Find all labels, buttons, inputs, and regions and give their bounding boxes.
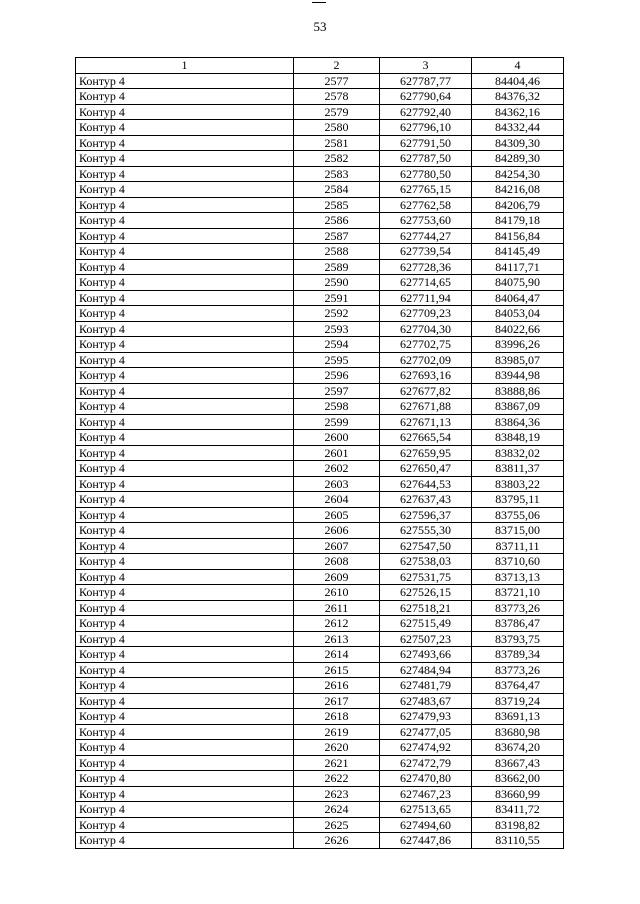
- point-number-cell: 2618: [294, 709, 380, 725]
- point-number-cell: 2604: [294, 492, 380, 508]
- point-number-cell: 2589: [294, 259, 380, 275]
- y-coordinate-cell: 83848,19: [472, 430, 564, 446]
- table-row: [76, 817, 564, 833]
- point-number-cell: 2612: [294, 616, 380, 632]
- point-number-cell: 2622: [294, 771, 380, 787]
- y-coordinate-cell: 84404,46: [472, 73, 564, 89]
- table-row: [76, 414, 564, 430]
- point-number-cell: 2609: [294, 569, 380, 585]
- x-coordinate-cell: 627765,15: [380, 182, 472, 198]
- contour-name-cell: Контур 4: [76, 352, 294, 368]
- x-coordinate-cell: 627447,86: [380, 833, 472, 849]
- y-coordinate-cell: 83198,82: [472, 817, 564, 833]
- point-number-cell: 2608: [294, 554, 380, 570]
- table-body: [76, 73, 564, 848]
- point-number-cell: 2601: [294, 445, 380, 461]
- table-row: [76, 89, 564, 105]
- contour-name-cell: Контур 4: [76, 120, 294, 136]
- x-coordinate-cell: 627494,60: [380, 817, 472, 833]
- table-row: [76, 523, 564, 539]
- x-coordinate-cell: 627739,54: [380, 244, 472, 260]
- x-coordinate-cell: 627472,79: [380, 755, 472, 771]
- x-coordinate-cell: 627787,50: [380, 151, 472, 167]
- contour-name-cell: Контур 4: [76, 740, 294, 756]
- y-coordinate-cell: 83803,22: [472, 476, 564, 492]
- table-row: [76, 724, 564, 740]
- contour-name-cell: Контур 4: [76, 213, 294, 229]
- point-number-cell: 2602: [294, 461, 380, 477]
- contour-name-cell: Контур 4: [76, 368, 294, 384]
- column-header-3: 3: [380, 58, 472, 74]
- y-coordinate-cell: 83755,06: [472, 507, 564, 523]
- point-number-cell: 2619: [294, 724, 380, 740]
- x-coordinate-cell: 627518,21: [380, 600, 472, 616]
- y-coordinate-cell: 84289,30: [472, 151, 564, 167]
- point-number-cell: 2600: [294, 430, 380, 446]
- y-coordinate-cell: 83713,13: [472, 569, 564, 585]
- point-number-cell: 2624: [294, 802, 380, 818]
- y-coordinate-cell: 83667,43: [472, 755, 564, 771]
- contour-name-cell: Контур 4: [76, 817, 294, 833]
- contour-name-cell: Контур 4: [76, 554, 294, 570]
- contour-name-cell: Контур 4: [76, 244, 294, 260]
- table-row: [76, 399, 564, 415]
- contour-name-cell: Контур 4: [76, 383, 294, 399]
- table-row: [76, 120, 564, 136]
- contour-name-cell: Контур 4: [76, 275, 294, 291]
- y-coordinate-cell: 84117,71: [472, 259, 564, 275]
- y-coordinate-cell: 84145,49: [472, 244, 564, 260]
- table-header-row: [76, 58, 564, 74]
- contour-name-cell: Контур 4: [76, 104, 294, 120]
- x-coordinate-cell: 627714,65: [380, 275, 472, 291]
- y-coordinate-cell: 84309,30: [472, 135, 564, 151]
- contour-name-cell: Контур 4: [76, 678, 294, 694]
- x-coordinate-cell: 627787,77: [380, 73, 472, 89]
- x-coordinate-cell: 627744,27: [380, 228, 472, 244]
- contour-name-cell: Контур 4: [76, 399, 294, 415]
- table-row: [76, 290, 564, 306]
- x-coordinate-cell: 627644,53: [380, 476, 472, 492]
- x-coordinate-cell: 627702,09: [380, 352, 472, 368]
- y-coordinate-cell: 83996,26: [472, 337, 564, 353]
- y-coordinate-cell: 83662,00: [472, 771, 564, 787]
- table-row: [76, 678, 564, 694]
- table-row: [76, 182, 564, 198]
- table-row: [76, 197, 564, 213]
- point-number-cell: 2607: [294, 538, 380, 554]
- contour-name-cell: Контур 4: [76, 228, 294, 244]
- table-row: [76, 693, 564, 709]
- x-coordinate-cell: 627671,88: [380, 399, 472, 415]
- y-coordinate-cell: 84053,04: [472, 306, 564, 322]
- point-number-cell: 2579: [294, 104, 380, 120]
- contour-name-cell: Контур 4: [76, 337, 294, 353]
- point-number-cell: 2578: [294, 89, 380, 105]
- page-top-mark: [312, 2, 326, 3]
- x-coordinate-cell: 627547,50: [380, 538, 472, 554]
- contour-name-cell: Контур 4: [76, 647, 294, 663]
- x-coordinate-cell: 627709,23: [380, 306, 472, 322]
- x-coordinate-cell: 627677,82: [380, 383, 472, 399]
- point-number-cell: 2610: [294, 585, 380, 601]
- x-coordinate-cell: 627479,93: [380, 709, 472, 725]
- x-coordinate-cell: 627477,05: [380, 724, 472, 740]
- point-number-cell: 2586: [294, 213, 380, 229]
- x-coordinate-cell: 627711,94: [380, 290, 472, 306]
- y-coordinate-cell: 83864,36: [472, 414, 564, 430]
- contour-name-cell: Контур 4: [76, 73, 294, 89]
- table-row: [76, 554, 564, 570]
- table-row: [76, 616, 564, 632]
- y-coordinate-cell: 83719,24: [472, 693, 564, 709]
- table-row: [76, 507, 564, 523]
- x-coordinate-cell: 627792,40: [380, 104, 472, 120]
- table-row: [76, 631, 564, 647]
- contour-name-cell: Контур 4: [76, 445, 294, 461]
- y-coordinate-cell: 84156,84: [472, 228, 564, 244]
- table-row: [76, 383, 564, 399]
- y-coordinate-cell: 84362,16: [472, 104, 564, 120]
- contour-name-cell: Контур 4: [76, 616, 294, 632]
- table-row: [76, 213, 564, 229]
- y-coordinate-cell: 83674,20: [472, 740, 564, 756]
- contour-name-cell: Контур 4: [76, 414, 294, 430]
- contour-name-cell: Контур 4: [76, 523, 294, 539]
- x-coordinate-cell: 627702,75: [380, 337, 472, 353]
- contour-name-cell: Контур 4: [76, 182, 294, 198]
- point-number-cell: 2615: [294, 662, 380, 678]
- contour-name-cell: Контур 4: [76, 786, 294, 802]
- point-number-cell: 2614: [294, 647, 380, 663]
- contour-name-cell: Контур 4: [76, 507, 294, 523]
- table-row: [76, 259, 564, 275]
- point-number-cell: 2616: [294, 678, 380, 694]
- x-coordinate-cell: 627596,37: [380, 507, 472, 523]
- table-row: [76, 755, 564, 771]
- y-coordinate-cell: 83888,86: [472, 383, 564, 399]
- column-header-4: 4: [472, 58, 564, 74]
- contour-name-cell: Контур 4: [76, 461, 294, 477]
- table-row: [76, 802, 564, 818]
- table-row: [76, 368, 564, 384]
- table-row: [76, 430, 564, 446]
- point-number-cell: 2594: [294, 337, 380, 353]
- y-coordinate-cell: 84022,66: [472, 321, 564, 337]
- point-number-cell: 2587: [294, 228, 380, 244]
- x-coordinate-cell: 627513,65: [380, 802, 472, 818]
- contour-name-cell: Контур 4: [76, 259, 294, 275]
- contour-name-cell: Контур 4: [76, 135, 294, 151]
- contour-name-cell: Контур 4: [76, 306, 294, 322]
- contour-name-cell: Контур 4: [76, 321, 294, 337]
- table-row: [76, 833, 564, 849]
- contour-name-cell: Контур 4: [76, 755, 294, 771]
- table-row: [76, 244, 564, 260]
- table-row: [76, 352, 564, 368]
- table-row: [76, 166, 564, 182]
- contour-name-cell: Контур 4: [76, 693, 294, 709]
- x-coordinate-cell: 627467,23: [380, 786, 472, 802]
- table-row: [76, 306, 564, 322]
- contour-name-cell: Контур 4: [76, 662, 294, 678]
- y-coordinate-cell: 83773,26: [472, 662, 564, 678]
- x-coordinate-cell: 627728,36: [380, 259, 472, 275]
- point-number-cell: 2596: [294, 368, 380, 384]
- point-number-cell: 2605: [294, 507, 380, 523]
- y-coordinate-cell: 84206,79: [472, 197, 564, 213]
- y-coordinate-cell: 83811,37: [472, 461, 564, 477]
- x-coordinate-cell: 627470,80: [380, 771, 472, 787]
- table-row: [76, 600, 564, 616]
- y-coordinate-cell: 83764,47: [472, 678, 564, 694]
- x-coordinate-cell: 627665,54: [380, 430, 472, 446]
- point-number-cell: 2623: [294, 786, 380, 802]
- table-row: [76, 492, 564, 508]
- point-number-cell: 2626: [294, 833, 380, 849]
- y-coordinate-cell: 84376,32: [472, 89, 564, 105]
- y-coordinate-cell: 83660,99: [472, 786, 564, 802]
- x-coordinate-cell: 627484,94: [380, 662, 472, 678]
- point-number-cell: 2621: [294, 755, 380, 771]
- point-number-cell: 2611: [294, 600, 380, 616]
- coordinates-table: [75, 57, 564, 849]
- table-row: [76, 740, 564, 756]
- contour-name-cell: Контур 4: [76, 585, 294, 601]
- table-row: [76, 73, 564, 89]
- y-coordinate-cell: 83710,60: [472, 554, 564, 570]
- y-coordinate-cell: 83786,47: [472, 616, 564, 632]
- table-row: [76, 337, 564, 353]
- table-row: [76, 104, 564, 120]
- column-header-1: 1: [76, 58, 294, 74]
- point-number-cell: 2591: [294, 290, 380, 306]
- x-coordinate-cell: 627526,15: [380, 585, 472, 601]
- point-number-cell: 2588: [294, 244, 380, 260]
- point-number-cell: 2585: [294, 197, 380, 213]
- y-coordinate-cell: 83832,02: [472, 445, 564, 461]
- table-row: [76, 771, 564, 787]
- x-coordinate-cell: 627481,79: [380, 678, 472, 694]
- contour-name-cell: Контур 4: [76, 476, 294, 492]
- y-coordinate-cell: 83867,09: [472, 399, 564, 415]
- x-coordinate-cell: 627538,03: [380, 554, 472, 570]
- point-number-cell: 2603: [294, 476, 380, 492]
- contour-name-cell: Контур 4: [76, 771, 294, 787]
- y-coordinate-cell: 84332,44: [472, 120, 564, 136]
- y-coordinate-cell: 83711,11: [472, 538, 564, 554]
- x-coordinate-cell: 627791,50: [380, 135, 472, 151]
- table-row: [76, 151, 564, 167]
- y-coordinate-cell: 83721,10: [472, 585, 564, 601]
- x-coordinate-cell: 627780,50: [380, 166, 472, 182]
- table-row: [76, 662, 564, 678]
- point-number-cell: 2590: [294, 275, 380, 291]
- contour-name-cell: Контур 4: [76, 492, 294, 508]
- contour-name-cell: Контур 4: [76, 89, 294, 105]
- point-number-cell: 2598: [294, 399, 380, 415]
- y-coordinate-cell: 84064,47: [472, 290, 564, 306]
- table-row: [76, 461, 564, 477]
- point-number-cell: 2580: [294, 120, 380, 136]
- contour-name-cell: Контур 4: [76, 802, 294, 818]
- contour-name-cell: Контур 4: [76, 538, 294, 554]
- x-coordinate-cell: 627515,49: [380, 616, 472, 632]
- x-coordinate-cell: 627693,16: [380, 368, 472, 384]
- contour-name-cell: Контур 4: [76, 600, 294, 616]
- table-row: [76, 538, 564, 554]
- y-coordinate-cell: 84216,08: [472, 182, 564, 198]
- y-coordinate-cell: 83691,13: [472, 709, 564, 725]
- x-coordinate-cell: 627507,23: [380, 631, 472, 647]
- point-number-cell: 2582: [294, 151, 380, 167]
- x-coordinate-cell: 627483,67: [380, 693, 472, 709]
- y-coordinate-cell: 84075,90: [472, 275, 564, 291]
- y-coordinate-cell: 83795,11: [472, 492, 564, 508]
- point-number-cell: 2620: [294, 740, 380, 756]
- x-coordinate-cell: 627493,66: [380, 647, 472, 663]
- y-coordinate-cell: 83680,98: [472, 724, 564, 740]
- x-coordinate-cell: 627796,10: [380, 120, 472, 136]
- contour-name-cell: Контур 4: [76, 631, 294, 647]
- contour-name-cell: Контур 4: [76, 197, 294, 213]
- y-coordinate-cell: 83110,55: [472, 833, 564, 849]
- y-coordinate-cell: 83411,72: [472, 802, 564, 818]
- contour-name-cell: Контур 4: [76, 151, 294, 167]
- table-row: [76, 228, 564, 244]
- point-number-cell: 2583: [294, 166, 380, 182]
- point-number-cell: 2581: [294, 135, 380, 151]
- x-coordinate-cell: 627637,43: [380, 492, 472, 508]
- point-number-cell: 2597: [294, 383, 380, 399]
- x-coordinate-cell: 627762,58: [380, 197, 472, 213]
- table-row: [76, 569, 564, 585]
- x-coordinate-cell: 627704,30: [380, 321, 472, 337]
- x-coordinate-cell: 627790,64: [380, 89, 472, 105]
- table-row: [76, 275, 564, 291]
- x-coordinate-cell: 627753,60: [380, 213, 472, 229]
- table-row: [76, 647, 564, 663]
- table-row: [76, 709, 564, 725]
- y-coordinate-cell: 84254,30: [472, 166, 564, 182]
- point-number-cell: 2617: [294, 693, 380, 709]
- y-coordinate-cell: 84179,18: [472, 213, 564, 229]
- contour-name-cell: Контур 4: [76, 724, 294, 740]
- contour-name-cell: Контур 4: [76, 290, 294, 306]
- point-number-cell: 2595: [294, 352, 380, 368]
- page-number: 53: [313, 19, 327, 34]
- table-row: [76, 321, 564, 337]
- table-row: [76, 135, 564, 151]
- point-number-cell: 2625: [294, 817, 380, 833]
- y-coordinate-cell: 83715,00: [472, 523, 564, 539]
- y-coordinate-cell: 83944,98: [472, 368, 564, 384]
- contour-name-cell: Контур 4: [76, 709, 294, 725]
- table-row: [76, 445, 564, 461]
- point-number-cell: 2599: [294, 414, 380, 430]
- y-coordinate-cell: 83773,26: [472, 600, 564, 616]
- column-header-2: 2: [294, 58, 380, 74]
- point-number-cell: 2593: [294, 321, 380, 337]
- x-coordinate-cell: 627671,13: [380, 414, 472, 430]
- x-coordinate-cell: 627555,30: [380, 523, 472, 539]
- contour-name-cell: Контур 4: [76, 430, 294, 446]
- table-row: [76, 476, 564, 492]
- x-coordinate-cell: 627531,75: [380, 569, 472, 585]
- point-number-cell: 2584: [294, 182, 380, 198]
- y-coordinate-cell: 83793,75: [472, 631, 564, 647]
- y-coordinate-cell: 83789,34: [472, 647, 564, 663]
- point-number-cell: 2592: [294, 306, 380, 322]
- contour-name-cell: Контур 4: [76, 569, 294, 585]
- x-coordinate-cell: 627474,92: [380, 740, 472, 756]
- x-coordinate-cell: 627659,95: [380, 445, 472, 461]
- x-coordinate-cell: 627650,47: [380, 461, 472, 477]
- contour-name-cell: Контур 4: [76, 833, 294, 849]
- contour-name-cell: Контур 4: [76, 166, 294, 182]
- point-number-cell: 2613: [294, 631, 380, 647]
- point-number-cell: 2606: [294, 523, 380, 539]
- table-row: [76, 585, 564, 601]
- y-coordinate-cell: 83985,07: [472, 352, 564, 368]
- point-number-cell: 2577: [294, 73, 380, 89]
- table-row: [76, 786, 564, 802]
